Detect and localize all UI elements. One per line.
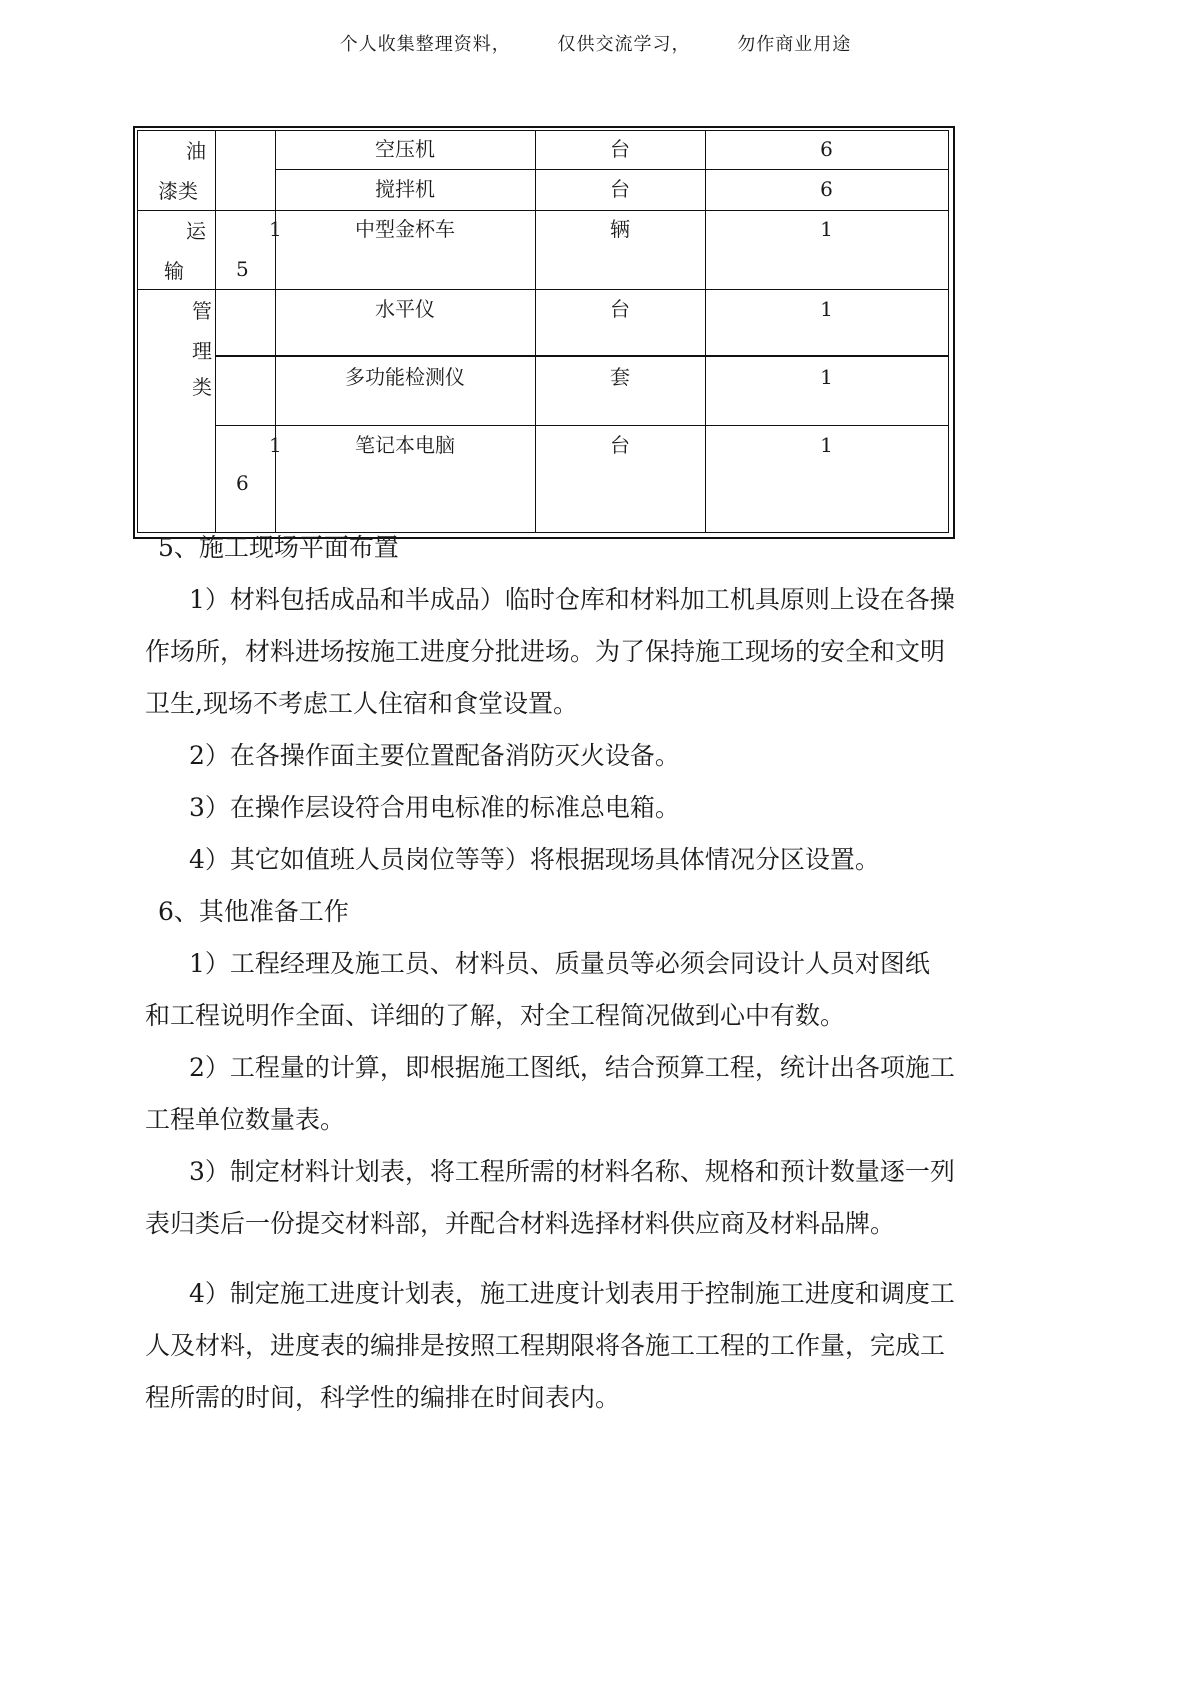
table-vline-1 xyxy=(215,131,216,532)
category-label: 输 xyxy=(164,259,184,283)
paragraph-line: 作场所，材料进场按施工进度分批进场。为了保持施工现场的安全和文明 xyxy=(145,637,946,666)
equipment-unit: 台 xyxy=(610,177,630,201)
header-text-3: 勿作商业用途 xyxy=(737,34,852,55)
equipment-name: 空压机 xyxy=(375,137,435,161)
equipment-unit: 辆 xyxy=(610,217,630,241)
paragraph-line: 人及材料，进度表的编排是按照工程期限将各施工工程的工作量，完成工 xyxy=(145,1331,946,1360)
item-number: 1 xyxy=(269,217,282,241)
equipment-name: 笔记本电脑 xyxy=(355,433,455,457)
table-inner-border xyxy=(137,130,949,533)
equipment-name: 水平仪 xyxy=(375,297,435,321)
paragraph-line: 和工程说明作全面、详细的了解，对全工程简况做到心中有数。 xyxy=(145,1001,846,1030)
paragraph-line: 3）制定材料计划表，将工程所需的材料名称、规格和预计数量逐一列 xyxy=(189,1157,955,1186)
equipment-unit: 台 xyxy=(610,433,630,457)
paragraph-line: 工程单位数量表。 xyxy=(145,1105,346,1134)
item-number: 5 xyxy=(236,257,249,281)
section-heading: 6、其他准备工作 xyxy=(158,897,349,926)
paragraph-line: 2）工程量的计算，即根据施工图纸，结合预算工程，统计出各项施工 xyxy=(189,1053,955,1082)
category-label: 运 xyxy=(186,219,206,243)
category-label: 理 xyxy=(192,339,212,363)
header-text-1: 个人收集整理资料， xyxy=(339,34,511,55)
table-hline-5 xyxy=(215,425,948,426)
table-hline-2 xyxy=(138,210,948,211)
equipment-qty: 1 xyxy=(820,433,833,457)
paragraph-line: 2）在各操作面主要位置配备消防灭火设备。 xyxy=(189,741,680,770)
equipment-qty: 1 xyxy=(820,297,833,321)
section-heading: 5、施工现场平面布置 xyxy=(158,533,399,562)
paragraph-line: 4）制定施工进度计划表，施工进度计划表用于控制施工进度和调度工 xyxy=(189,1279,955,1308)
equipment-qty: 1 xyxy=(820,217,833,241)
paragraph-line: 4）其它如值班人员岗位等等）将根据现场具体情况分区设置。 xyxy=(189,845,880,874)
equipment-qty: 6 xyxy=(820,137,833,161)
paragraph-line: 程所需的时间，科学性的编排在时间表内。 xyxy=(145,1383,621,1412)
table-hline-3 xyxy=(138,289,948,290)
category-label: 管 xyxy=(192,299,212,323)
equipment-table xyxy=(133,126,955,539)
equipment-qty: 6 xyxy=(820,177,833,201)
paragraph-line: 1）材料包括成品和半成品）临时仓库和材料加工机具原则上设在各操 xyxy=(189,585,955,614)
paragraph-line: 表归类后一份提交材料部，并配合材料选择材料供应商及材料品牌。 xyxy=(145,1209,896,1238)
page-header xyxy=(0,30,1191,56)
equipment-qty: 1 xyxy=(820,365,833,389)
item-number: 1 xyxy=(269,433,282,457)
item-number: 6 xyxy=(236,471,249,495)
header-text-2: 仅供交流学习， xyxy=(557,34,691,55)
table-hline-4 xyxy=(215,355,948,357)
equipment-unit: 台 xyxy=(610,137,630,161)
category-label: 油 xyxy=(186,139,206,163)
equipment-unit: 套 xyxy=(610,365,630,389)
category-label: 漆类 xyxy=(158,179,198,203)
equipment-unit: 台 xyxy=(610,297,630,321)
equipment-name: 多功能检测仪 xyxy=(345,365,465,389)
paragraph-line: 1）工程经理及施工员、材料员、质量员等必须会同设计人员对图纸 xyxy=(189,949,930,978)
paragraph-line: 卫生,现场不考虑工人住宿和食堂设置。 xyxy=(145,689,578,718)
table-hline-1 xyxy=(275,169,948,170)
paragraph-line: 3）在操作层设符合用电标准的标准总电箱。 xyxy=(189,793,680,822)
category-label: 类 xyxy=(192,375,212,399)
equipment-name: 搅拌机 xyxy=(375,177,435,201)
equipment-name: 中型金杯车 xyxy=(355,217,455,241)
